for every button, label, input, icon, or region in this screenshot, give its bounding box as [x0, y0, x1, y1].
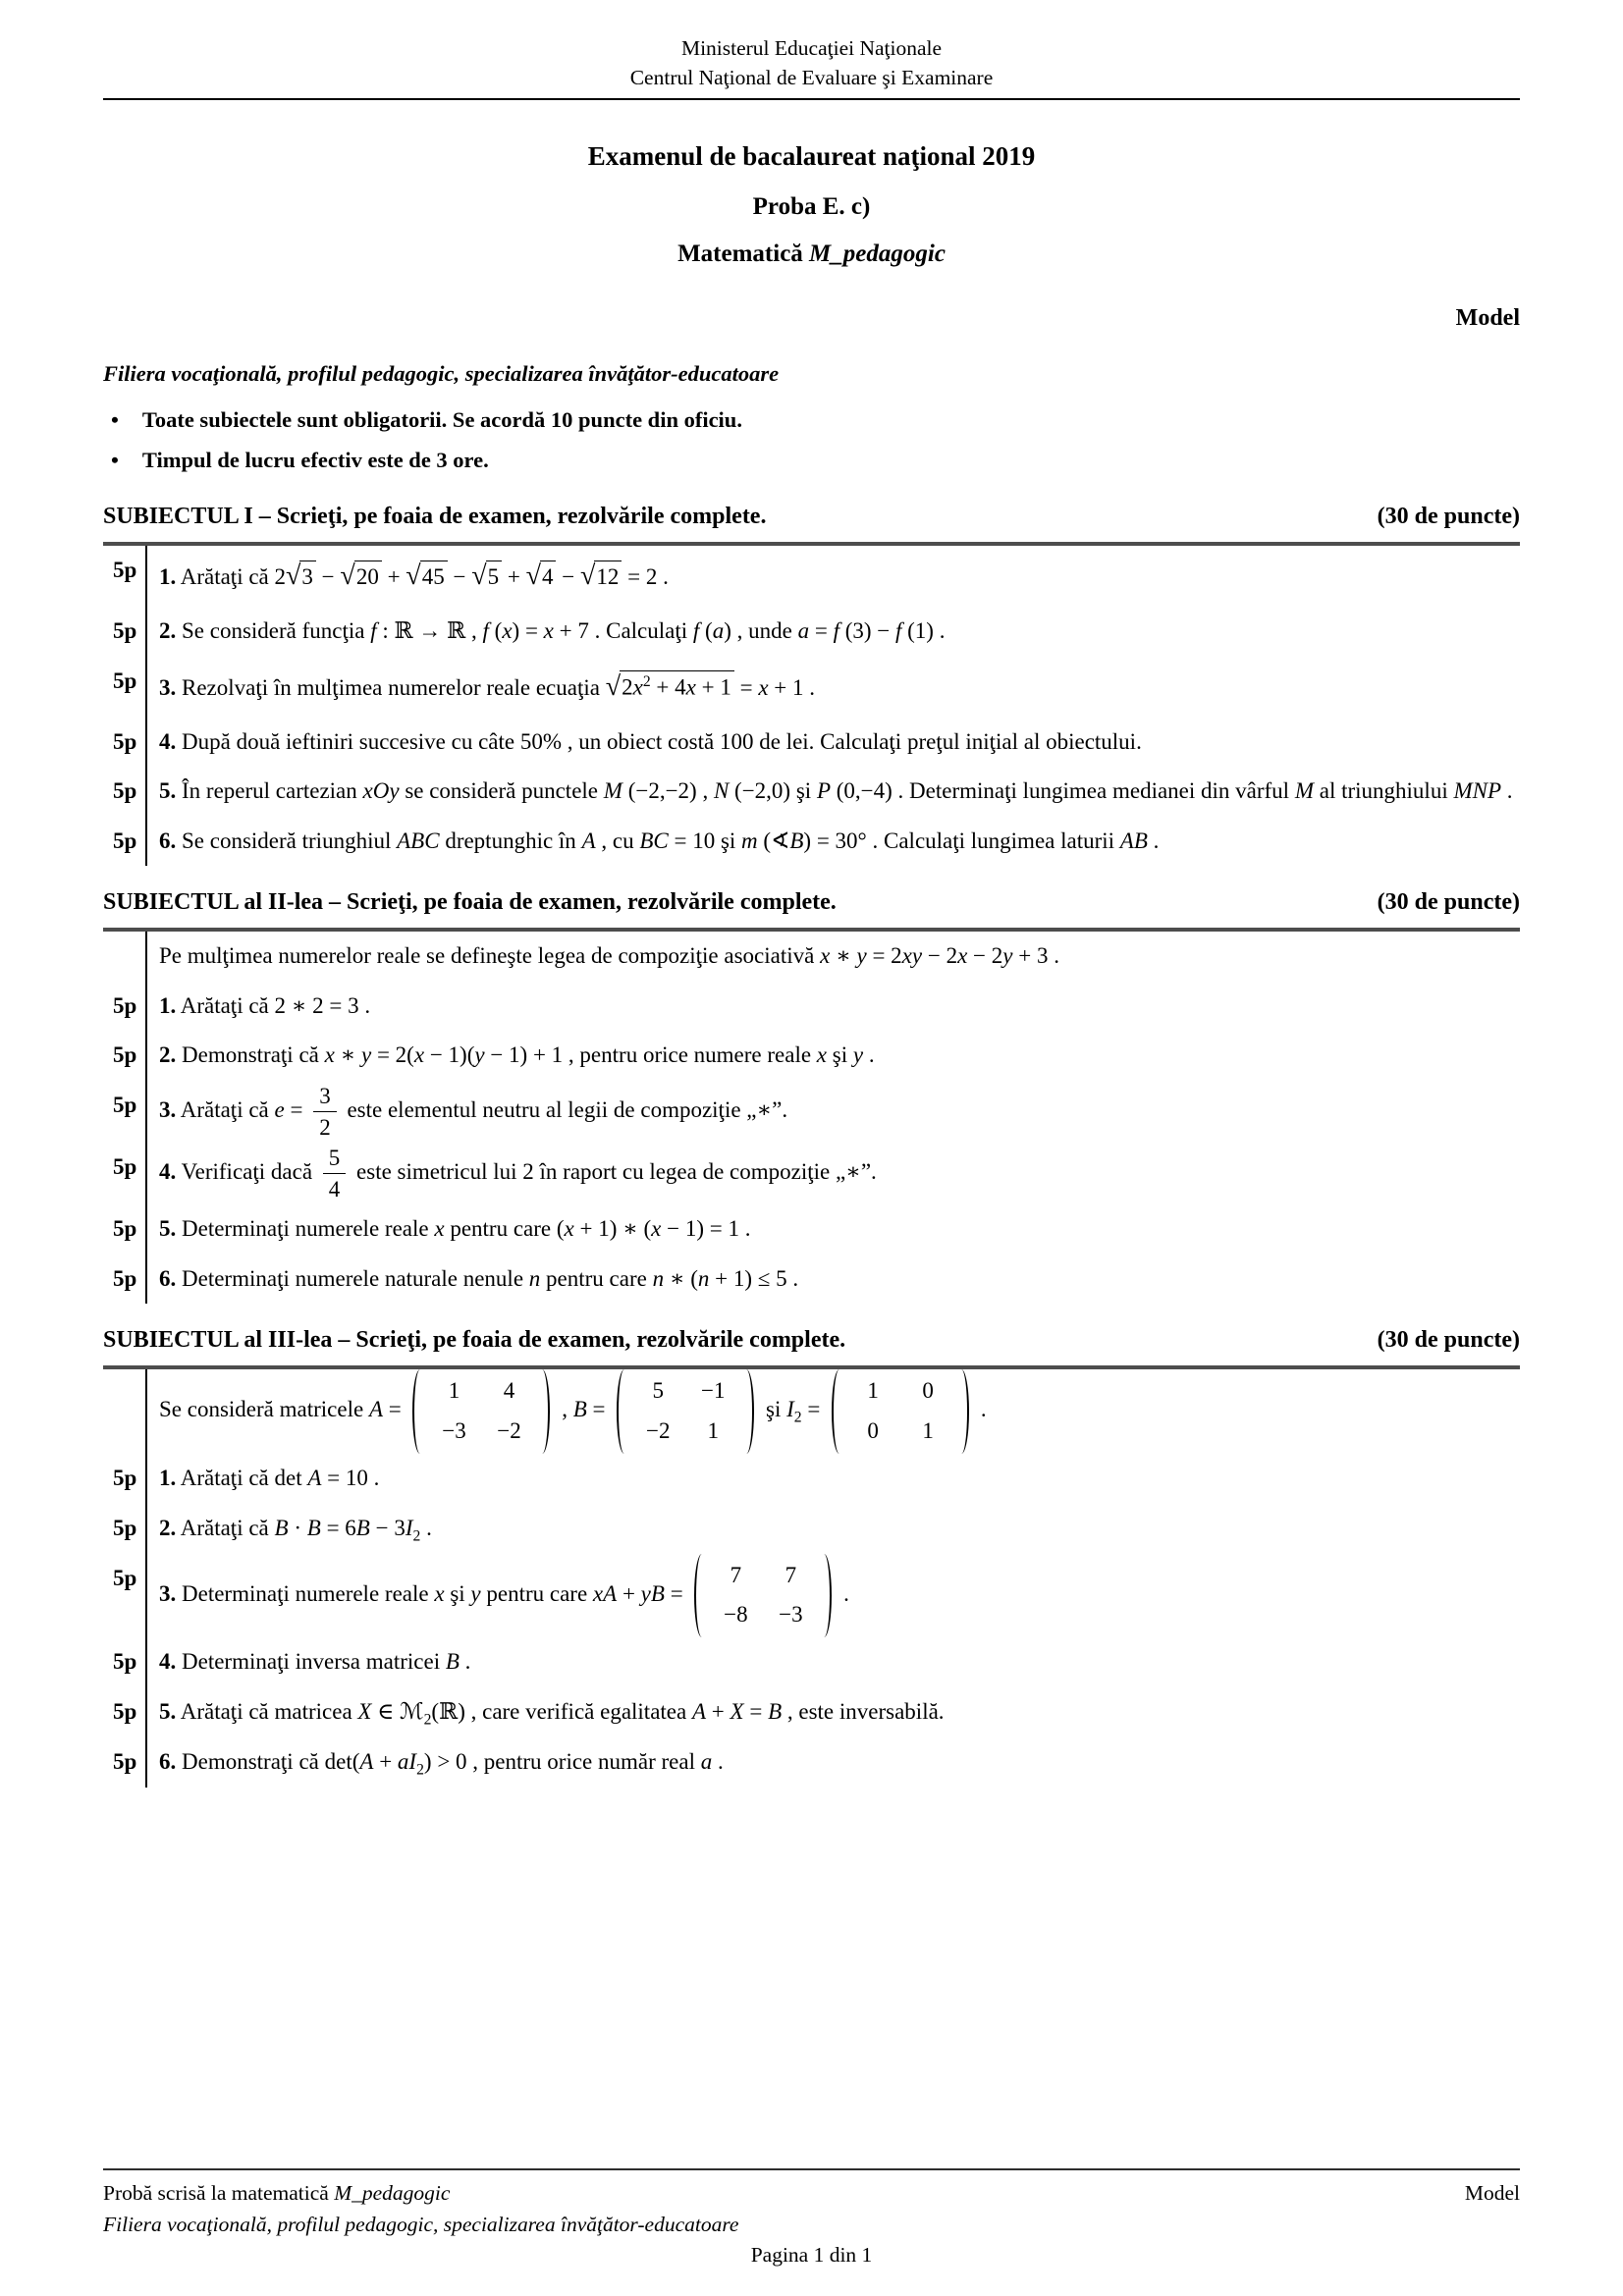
problem-text: 6. Determinaţi numerele naturale nenule n pentru care n ∗ (n + 1) ≤ 5 .: [145, 1255, 1520, 1305]
points-badge: 5p: [113, 1565, 137, 1590]
bullet-icon: •: [111, 447, 119, 472]
points-badge: 5p: [113, 1042, 137, 1068]
problem-row: [103, 982, 1520, 1032]
problem-text: 3. Rezolvaţi în mulţimea numerelor reale ecuaţia $√2x^2 + 4x + 1 = x + 1$ .: [145, 657, 1520, 718]
problem-text: 6. Se consideră triunghiul ABC dreptunghic în A , cu BC = 10 şi m (∢B) = 30° . Calculaţi lungimea laturii AB .: [145, 817, 1520, 867]
problem-row: [103, 1637, 1520, 1687]
points-badge: 5p: [113, 1265, 137, 1291]
ministry-line2: Centrul Naţional de Evaluare şi Examinare: [629, 66, 994, 90]
subject-2: [103, 889, 1520, 1304]
points-badge: 5p: [113, 1698, 137, 1724]
points-badge: 5p: [113, 778, 137, 804]
problem-text: Pe mulţimea numerelor reale se defineşte legea de compoziţie asociativă x ∗ y = 2xy − 2x − 2y + 3 .: [145, 932, 1520, 982]
points-badge: 5p: [113, 558, 137, 583]
problem-row: [103, 607, 1520, 657]
problem-row: [103, 1031, 1520, 1081]
problem-text: 4. După două ieftiniri succesive cu câte 50% , un obiect costă 100 de lei. Calculaţi preţul iniţial al obiectului.: [145, 718, 1520, 768]
problem-text: 2. Arătaţi că $B \cdot B = 6B - 3I_2$ .: [145, 1504, 1520, 1554]
problem-text: 3. Determinaţi numerele reale x şi y pentru care xA + yB = 7 7 −8 −3 .: [145, 1554, 1520, 1638]
section-title: SUBIECTUL al II-lea – Scrieţi, pe foaia de examen, rezolvările complete.: [103, 889, 837, 916]
problem-text: Se consideră matricele A = 1 4 −3 −2 , B = 5 −1 −2 1 şi $I_2$ = 1 0 0 1 .: [145, 1369, 1520, 1454]
instruction-item: [103, 441, 1520, 481]
problem-table: [103, 1365, 1520, 1787]
points-badge: [103, 1369, 145, 1454]
footer-rule: [103, 2168, 1520, 2170]
points-badge: 5p: [113, 1216, 137, 1242]
problem-text: 2. Se consideră funcţia f : ℝ → ℝ , f (x) = x + 7 . Calculaţi f (a) , unde a = f (3) − f (1) .: [145, 607, 1520, 657]
problem-row: [103, 657, 1520, 718]
problem-row: [103, 1687, 1520, 1737]
problem-row: [103, 932, 1520, 982]
points-badge: 5p: [113, 1515, 137, 1540]
bullet-icon: •: [111, 407, 119, 433]
problem-row: [103, 1454, 1520, 1504]
points-badge: 5p: [113, 992, 137, 1018]
points-badge: 5p: [113, 1748, 137, 1774]
points-badge: 5p: [113, 1154, 137, 1180]
points-badge: 5p: [113, 618, 137, 644]
section-points: (30 de puncte): [1377, 1327, 1520, 1354]
problem-row: [103, 1081, 1520, 1143]
problem-row: [103, 767, 1520, 817]
problem-text: 1. Arătaţi că 2√3 − √20 + √45 − √5 + √4 − √12 = 2 .: [145, 546, 1520, 607]
problem-row: [103, 1143, 1520, 1204]
points-badge: 5p: [113, 1093, 137, 1118]
points-badge: 5p: [113, 828, 137, 853]
points-badge: 5p: [113, 728, 137, 754]
problem-text: 5. Arătaţi că matricea X ∈ ℳ$_2$(ℝ) , care verifică egalitatea A + X = B , este inversabilă.: [145, 1687, 1520, 1737]
points-badge: 5p: [113, 1649, 137, 1675]
problem-text: 5. În reperul cartezian xOy se consideră punctele M (−2,−2) , N (−2,0) şi P (0,−4) . Determinaţi lungimea medianei din vârful M al triunghiului MNP .: [145, 767, 1520, 817]
ministry-line1: Ministerul Educaţiei Naţionale: [680, 36, 943, 60]
points-badge: 5p: [113, 667, 137, 693]
page-footer: [103, 2168, 1520, 2270]
problem-row: [103, 1369, 1520, 1454]
footer-filiera: Filiera vocaţională, profilul pedagogic, specializarea învăţător-educatoare: [103, 2212, 739, 2236]
subject-1: [103, 504, 1520, 866]
problem-row: [103, 546, 1520, 607]
problem-text: 5. Determinaţi numerele reale x pentru care (x + 1) ∗ (x − 1) = 1 .: [145, 1204, 1520, 1255]
subject-3: [103, 1327, 1520, 1787]
section-points: (30 de puncte): [1377, 889, 1520, 916]
instruction-text: Timpul de lucru efectiv este de 3 ore.: [141, 447, 489, 472]
section-points: (30 de puncte): [1377, 504, 1520, 530]
exam-title: Examenul de bacalaureat naţional 2019: [587, 141, 1036, 172]
problem-row: [103, 1255, 1520, 1305]
instructions-list: [103, 400, 1520, 480]
problem-table: [103, 542, 1520, 866]
problem-table: [103, 928, 1520, 1304]
proba-title: Proba E. c): [752, 193, 871, 221]
instruction-text: Toate subiectele sunt obligatorii. Se acordă 10 puncte din oficiu.: [141, 407, 742, 433]
footer-page-number: Pagina 1 din 1: [750, 2242, 873, 2267]
problem-row: [103, 1204, 1520, 1255]
problem-text: 4. Verificaţi dacă $\frac{5}{4}$ este simetricul lui 2 în raport cu legea de compoziţie „∗”.: [145, 1143, 1520, 1204]
problem-text: 6. Demonstraţi că $\det(A + aI_2) > 0$ , pentru orice număr real a .: [145, 1737, 1520, 1788]
problem-text: 2. Demonstraţi că x ∗ y = 2(x − 1)(y − 1) + 1 , pentru orice numere reale x şi y .: [145, 1031, 1520, 1081]
points-badge: 5p: [113, 1465, 137, 1490]
problem-text: 4. Determinaţi inversa matricei B .: [145, 1637, 1520, 1687]
problem-row: [103, 817, 1520, 867]
problem-row: [103, 1737, 1520, 1788]
problem-text: 1. Arătaţi că 2 ∗ 2 = 3 .: [145, 982, 1520, 1032]
problem-text: 3. Arătaţi că e = $\frac{3}{2}$ este elementul neutru al legii de compoziţie „∗”.: [145, 1081, 1520, 1143]
ministry-header: [103, 33, 1520, 92]
header-rule: [103, 98, 1520, 100]
subject-name-title: Matematică M_pedagogic: [677, 240, 946, 268]
problem-row: [103, 1504, 1520, 1554]
problem-row: [103, 718, 1520, 768]
section-title: SUBIECTUL al III-lea – Scrieţi, pe foaia de examen, rezolvările complete.: [103, 1327, 846, 1354]
model-label: Model: [1455, 305, 1520, 332]
instruction-item: [103, 400, 1520, 441]
points-badge: [103, 932, 145, 982]
section-title: SUBIECTUL I – Scrieţi, pe foaia de examen, rezolvările complete.: [103, 504, 767, 530]
filiera-line: Filiera vocaţională, profilul pedagogic, specializarea învăţător-educatoare: [103, 361, 780, 387]
footer-model-label: Model: [1464, 2181, 1520, 2206]
problem-text: 1. Arătaţi că det A = 10 .: [145, 1454, 1520, 1504]
footer-exam-name: Probă scrisă la matematică M_pedagogic: [103, 2181, 451, 2206]
problem-row: [103, 1554, 1520, 1638]
